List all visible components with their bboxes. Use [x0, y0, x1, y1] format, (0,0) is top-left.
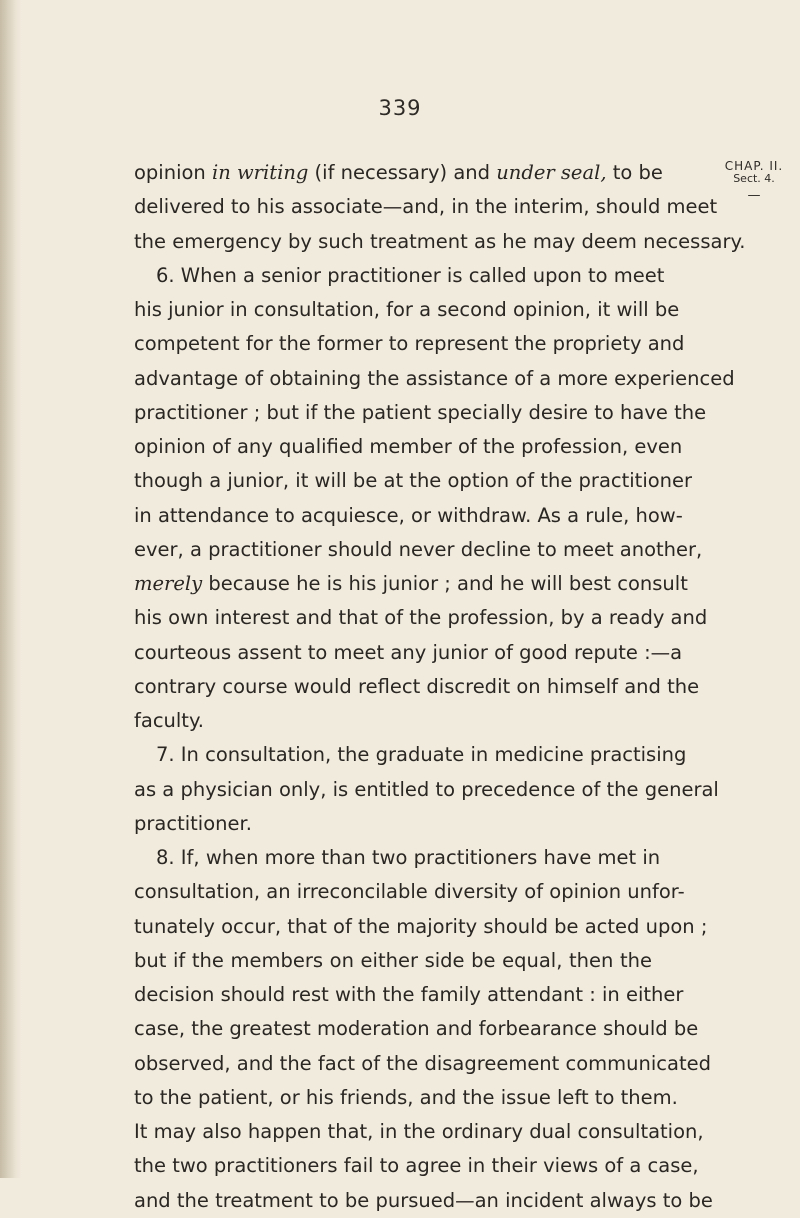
margin-section: Sect. 4.	[733, 172, 775, 185]
text-line: 7. In consultation, the graduate in medicine practising	[156, 743, 687, 767]
text-line: decision should rest with the family attendant : in either	[134, 983, 684, 1006]
margin-dash: —	[747, 188, 761, 203]
text-line: and the treatment to be pursued—an incident always to be	[134, 1188, 713, 1212]
text-line: ever, a practitioner should never decline to meet another,	[134, 537, 703, 561]
text-line: in attendance to acquiesce, or withdraw. As a rule, how-	[134, 503, 683, 527]
text-line: consultation, an irreconcilable diversity of opinion unfor-	[134, 880, 685, 904]
italic-text: merely	[134, 572, 203, 595]
text-line: practitioner.	[134, 811, 252, 835]
page-number: 339	[378, 96, 422, 120]
text-line: delivered to his associate—and, in the interim, should meet	[134, 195, 718, 219]
body-text	[134, 156, 746, 1218]
text-line: observed, and the fact of the disagreement communicated	[134, 1051, 711, 1075]
text-line: but if the members on either side be equal, then the	[134, 948, 652, 972]
text-line: competent for the former to represent the propriety and	[134, 332, 685, 356]
page-spine-shadow	[0, 0, 22, 1178]
text-line: 6. When a senior practitioner is called upon to meet	[156, 263, 665, 287]
text-line: contrary course would reflect discredit on himself and the	[134, 674, 700, 698]
text-line: faculty.	[134, 709, 204, 732]
text-line: courteous assent to meet any junior of good repute :—a	[134, 640, 683, 664]
text-line: 8. If, when more than two practitioners have met in	[156, 846, 661, 869]
text-line: though a junior, it will be at the option of the practitioner	[134, 469, 693, 493]
margin-note	[712, 159, 796, 203]
text-line: to the patient, or his friends, and the issue left to them.	[134, 1085, 678, 1109]
text-line: the emergency by such treatment as he may deem necessary.	[134, 229, 746, 253]
italic-text: in writing	[212, 161, 309, 184]
text-line: case, the greatest moderation and forbearance should be	[134, 1017, 699, 1041]
text-line: his junior in consultation, for a second opinion, it will be	[134, 298, 680, 321]
margin-chapter: CHAP. II.	[724, 159, 784, 173]
text-line: advantage of obtaining the assistance of a more experienced	[134, 366, 735, 390]
text-line: opinion of any qualified member of the profession, even	[134, 435, 683, 458]
text-line: merely because he is his junior ; and he will best consult	[134, 572, 688, 595]
text-line: the two practitioners fail to agree in their views of a case,	[134, 1154, 699, 1178]
text-line: tunately occur, that of the majority should be acted upon ;	[134, 914, 708, 938]
text-line: opinion in writing (if necessary) and under seal, to be	[134, 161, 663, 184]
text-line: It may also happen that, in the ordinary dual consultation,	[134, 1120, 704, 1143]
italic-text: under seal,	[496, 161, 607, 184]
text-line: practitioner ; but if the patient specially desire to have the	[134, 400, 707, 424]
text-line: as a physician only, is entitled to precedence of the general	[134, 777, 719, 801]
text-line: his own interest and that of the profession, by a ready and	[134, 606, 708, 630]
